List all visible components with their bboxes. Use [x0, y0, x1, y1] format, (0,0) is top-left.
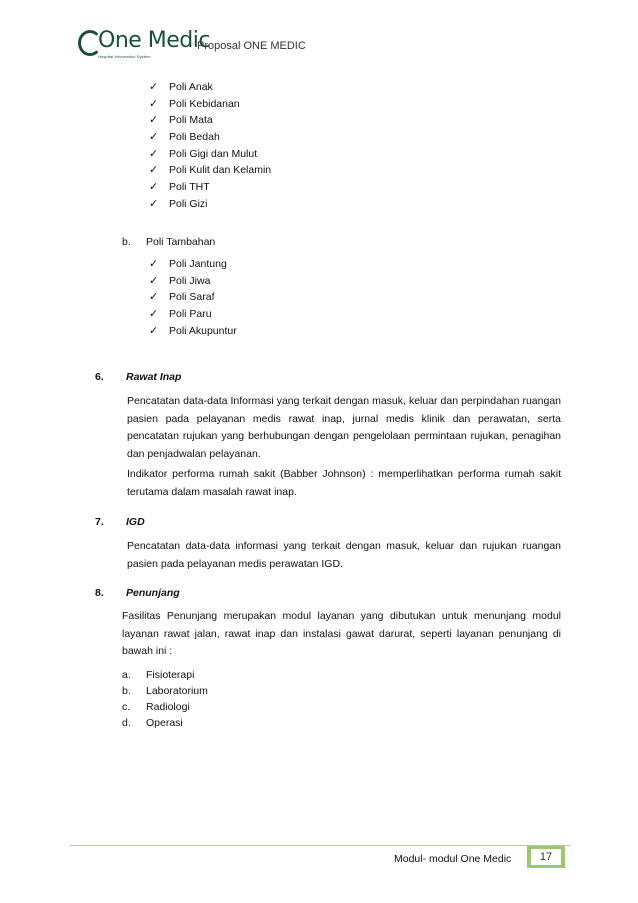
list-item: ✓ Poli Bedah: [149, 129, 271, 146]
footer-label: Modul- modul One Medic: [394, 853, 512, 865]
list-item: ✓ Poli Gizi: [149, 196, 271, 213]
section-6-title: Rawat Inap: [126, 371, 182, 383]
checkmark-icon: ✓: [149, 257, 159, 270]
section-8-number: 8.: [95, 587, 104, 599]
list-item: ✓ Poli Anak: [149, 79, 271, 96]
checkmark-icon: ✓: [149, 113, 159, 127]
section-6-paragraph-1: Pencatatan data-data Informasi yang terkait dengan masuk, keluar dan perpindahan ruangan pasien pada pelayanan medis rawat inap, jurnal medis klinik dan perawatan, serta pencatatan rujukan yang berhubungan dengan pengelolaan permintaan rujukan, penagihan dan penjadwalan pelayanan.: [127, 395, 561, 460]
list-b-title: Poli Tambahan: [146, 236, 216, 248]
checkmark-icon: ✓: [149, 163, 159, 177]
list-item: ✓ Poli Jiwa: [149, 273, 237, 290]
list-item: d. Operasi: [122, 717, 183, 729]
list-item: ✓ Poli Akupuntur: [149, 323, 237, 340]
poli-list-additional: [149, 256, 237, 339]
list-item: ✓ Poli THT: [149, 179, 271, 196]
list-item: ✓ Poli Paru: [149, 306, 237, 323]
checkmark-icon: ✓: [149, 96, 159, 110]
penunjang-list: [122, 667, 208, 731]
checkmark-icon: ✓: [149, 196, 159, 210]
list-b-marker: b.: [122, 236, 131, 248]
list-item: a. Fisioterapi: [122, 669, 195, 681]
section-7-paragraph-1: Pencatatan data-data informasi yang terkait dengan masuk, keluar dan rujukan ruangan pasien pada pelayanan medis perawatan IGD.: [127, 540, 561, 570]
list-item: ✓ Poli Gigi dan Mulut: [149, 146, 271, 163]
logo-tagline: Hospital Information System: [98, 54, 151, 59]
list-item: ✓ Poli Kebidanan: [149, 96, 271, 113]
list-item: b. Laboratorium: [122, 685, 208, 697]
list-item: ✓ Poli Kulit dan Kelamin: [149, 162, 271, 179]
poli-list-main: [149, 79, 271, 213]
list-item: c. Radiologi: [122, 701, 190, 713]
checkmark-icon: ✓: [149, 323, 159, 337]
section-6-paragraph-2: Indikator performa rumah sakit (Babber Johnson) : memperlihatkan performa rumah sakit terutama dalam masalah rawat inap.: [127, 468, 561, 498]
list-item: ✓ Poli Saraf: [149, 289, 237, 306]
section-6-number: 6.: [95, 371, 104, 383]
section-7-number: 7.: [95, 516, 104, 528]
checkmark-icon: ✓: [149, 307, 159, 321]
header-title: Proposal ONE MEDIC: [197, 40, 306, 52]
list-item: ✓ Poli Jantung: [149, 256, 237, 273]
checkmark-icon: ✓: [149, 290, 159, 304]
logo: [78, 27, 210, 61]
page-number: 17: [531, 849, 561, 865]
section-8-title: Penunjang: [126, 587, 180, 599]
checkmark-icon: ✓: [149, 130, 159, 144]
list-item: ✓ Poli Mata: [149, 112, 271, 129]
checkmark-icon: ✓: [149, 180, 159, 194]
checkmark-icon: ✓: [149, 80, 159, 93]
checkmark-icon: ✓: [149, 146, 159, 160]
footer-divider: [70, 845, 570, 846]
section-8-paragraph-1: Fasilitas Penunjang merupakan modul layanan yang dibutukan untuk menunjang modul layanan rawat jalan, rawat inap dan instalasi gawat darurat, seperti layanan penunjang di bawah ini :: [122, 610, 561, 657]
checkmark-icon: ✓: [149, 273, 159, 287]
section-7-title: IGD: [126, 516, 145, 528]
logo-text: One Medic: [98, 28, 210, 53]
